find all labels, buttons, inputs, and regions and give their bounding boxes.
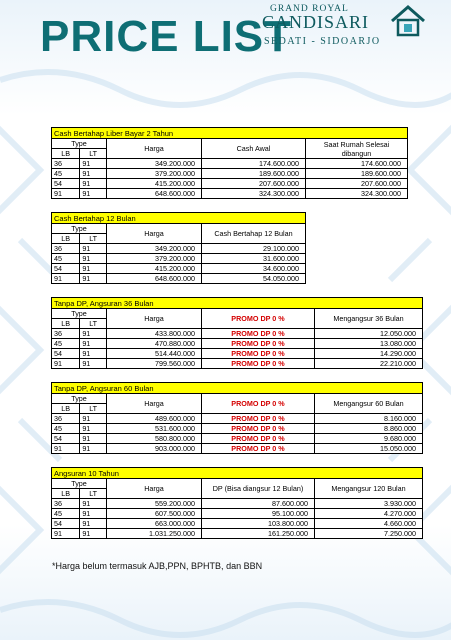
- cell-harga: 648.600.000: [107, 274, 202, 284]
- cell-lt: 91: [80, 274, 107, 284]
- cell-cash-awal: 189.600.000: [202, 169, 306, 179]
- section-title: Cash Bertahap Liber Bayar 2 Tahun: [51, 127, 408, 138]
- brand-logo: [262, 4, 442, 60]
- cell-lt: 91: [80, 329, 107, 339]
- price-table: [51, 478, 423, 539]
- col-promo: PROMO DP 0 %: [202, 394, 315, 414]
- price-table: [51, 308, 423, 369]
- cell-lb: 36: [52, 414, 80, 424]
- price-table: [51, 393, 423, 454]
- col-type: Type: [52, 309, 107, 319]
- cell-lt: 91: [80, 189, 107, 199]
- cell-harga: 607.500.000: [107, 509, 202, 519]
- price-table: [51, 223, 306, 284]
- col-lb: LB: [52, 489, 80, 499]
- cell-lt: 91: [80, 414, 107, 424]
- cell-cash-awal: 174.600.000: [202, 159, 306, 169]
- table-row: [52, 244, 306, 254]
- table-row: [52, 179, 408, 189]
- col-lb: LB: [52, 319, 80, 329]
- col-type: Type: [52, 479, 107, 489]
- col-harga: Harga: [107, 479, 202, 499]
- cell-saat-selesai: 324.300.000: [306, 189, 408, 199]
- cell-mengangsur: 8.160.000: [315, 414, 423, 424]
- cell-lt: 91: [80, 264, 107, 274]
- cell-harga: 489.600.000: [107, 414, 202, 424]
- section-title: Tanpa DP, Angsuran 60 Bulan: [51, 382, 423, 393]
- cell-mengangsur: 15.050.000: [315, 444, 423, 454]
- cell-lb: 45: [52, 254, 80, 264]
- cell-lb: 36: [52, 329, 80, 339]
- cell-lt: 91: [80, 529, 107, 539]
- cell-mengangsur: 7.250.000: [315, 529, 423, 539]
- cell-harga: 379.200.000: [107, 169, 202, 179]
- col-lt: LT: [80, 404, 107, 414]
- cell-mengangsur: 22.210.000: [315, 359, 423, 369]
- table-row: [52, 499, 423, 509]
- cell-promo: PROMO DP 0 %: [202, 329, 315, 339]
- cell-cash-bertahap: 34.600.000: [202, 264, 306, 274]
- cell-lt: 91: [80, 349, 107, 359]
- cell-lb: 54: [52, 519, 80, 529]
- cell-lb: 36: [52, 159, 80, 169]
- table-row: [52, 434, 423, 444]
- cell-promo: PROMO DP 0 %: [202, 424, 315, 434]
- col-promo: PROMO DP 0 %: [202, 309, 315, 329]
- cell-lb: 54: [52, 179, 80, 189]
- col-lb: LB: [52, 149, 80, 159]
- col-saat-rumah-selesai: Saat Rumah Selesai dibangun: [306, 139, 408, 159]
- cell-harga: 470.880.000: [107, 339, 202, 349]
- col-type: Type: [52, 394, 107, 404]
- table-row: [52, 529, 423, 539]
- cell-mengangsur: 12.050.000: [315, 329, 423, 339]
- col-lt: LT: [80, 489, 107, 499]
- section-title: Cash Bertahap 12 Bulan: [51, 212, 306, 223]
- cell-dp: 95.100.000: [202, 509, 315, 519]
- table-row: [52, 339, 423, 349]
- table-row: [52, 359, 423, 369]
- price-table: [51, 138, 408, 199]
- cell-lb: 45: [52, 169, 80, 179]
- house-icon: [390, 4, 426, 38]
- table-row: [52, 509, 423, 519]
- cell-lb: 54: [52, 349, 80, 359]
- cell-harga: 415.200.000: [107, 264, 202, 274]
- cell-harga: 349.200.000: [107, 244, 202, 254]
- col-lt: LT: [80, 234, 107, 244]
- cell-lt: 91: [80, 159, 107, 169]
- cell-dp: 87.600.000: [202, 499, 315, 509]
- cell-cash-awal: 207.600.000: [202, 179, 306, 189]
- cell-mengangsur: 13.080.000: [315, 339, 423, 349]
- cell-harga: 379.200.000: [107, 254, 202, 264]
- cell-mengangsur: 4.270.000: [315, 509, 423, 519]
- cell-lb: 54: [52, 264, 80, 274]
- page-title: PRICE LIST: [40, 12, 293, 61]
- table-row: [52, 519, 423, 529]
- cell-lt: 91: [80, 444, 107, 454]
- cell-cash-bertahap: 29.100.000: [202, 244, 306, 254]
- cell-harga: 514.440.000: [107, 349, 202, 359]
- cell-cash-bertahap: 31.600.000: [202, 254, 306, 264]
- col-lb: LB: [52, 234, 80, 244]
- col-mengangsur: Mengangsur 60 Bulan: [315, 394, 423, 414]
- cell-lb: 91: [52, 189, 80, 199]
- cell-lt: 91: [80, 169, 107, 179]
- cell-mengangsur: 3.930.000: [315, 499, 423, 509]
- table-row: [52, 264, 306, 274]
- col-dp: DP (Bisa diangsur 12 Bulan): [202, 479, 315, 499]
- cell-lb: 45: [52, 509, 80, 519]
- cell-mengangsur: 9.680.000: [315, 434, 423, 444]
- col-harga: Harga: [107, 394, 202, 414]
- cell-promo: PROMO DP 0 %: [202, 434, 315, 444]
- cell-dp: 161.250.000: [202, 529, 315, 539]
- cell-lt: 91: [80, 359, 107, 369]
- section-angsuran-10-tahun: [51, 467, 423, 539]
- cell-promo: PROMO DP 0 %: [202, 444, 315, 454]
- cell-harga: 433.800.000: [107, 329, 202, 339]
- cell-dp: 103.800.000: [202, 519, 315, 529]
- table-row: [52, 169, 408, 179]
- col-cash-awal: Cash Awal: [202, 139, 306, 159]
- cell-cash-bertahap: 54.050.000: [202, 274, 306, 284]
- section-cash-12-bulan: [51, 212, 306, 284]
- cell-saat-selesai: 189.600.000: [306, 169, 408, 179]
- brand-top-text: GRAND ROYAL: [270, 4, 349, 14]
- col-cash-bertahap: Cash Bertahap 12 Bulan: [202, 224, 306, 244]
- col-harga: Harga: [107, 224, 202, 244]
- cell-promo: PROMO DP 0 %: [202, 349, 315, 359]
- section-title: Tanpa DP, Angsuran 36 Bulan: [51, 297, 423, 308]
- col-mengangsur: Mengangsur 36 Bulan: [315, 309, 423, 329]
- cell-lb: 45: [52, 424, 80, 434]
- brand-location-text: SEDATI - SIDOARJO: [264, 36, 381, 47]
- cell-lt: 91: [80, 424, 107, 434]
- cell-lt: 91: [80, 254, 107, 264]
- cell-harga: 648.600.000: [107, 189, 202, 199]
- col-harga: Harga: [107, 309, 202, 329]
- cell-lb: 91: [52, 359, 80, 369]
- cell-lb: 91: [52, 444, 80, 454]
- table-row: [52, 349, 423, 359]
- col-lt: LT: [80, 149, 107, 159]
- footnote: *Harga belum termasuk AJB,PPN, BPHTB, dan BBN: [52, 561, 263, 571]
- cell-saat-selesai: 207.600.000: [306, 179, 408, 189]
- cell-harga: 1.031.250.000: [107, 529, 202, 539]
- cell-lt: 91: [80, 499, 107, 509]
- section-cash-liber-2-tahun: [51, 127, 408, 199]
- cell-promo: PROMO DP 0 %: [202, 414, 315, 424]
- table-row: [52, 189, 408, 199]
- cell-mengangsur: 8.860.000: [315, 424, 423, 434]
- cell-lb: 36: [52, 244, 80, 254]
- table-row: [52, 424, 423, 434]
- cell-lb: 36: [52, 499, 80, 509]
- cell-cash-awal: 324.300.000: [202, 189, 306, 199]
- section-tanpa-dp-36-bulan: [51, 297, 423, 369]
- cell-promo: PROMO DP 0 %: [202, 339, 315, 349]
- table-row: [52, 329, 423, 339]
- cell-lt: 91: [80, 509, 107, 519]
- cell-harga: 559.200.000: [107, 499, 202, 509]
- cell-harga: 903.000.000: [107, 444, 202, 454]
- cell-lb: 91: [52, 274, 80, 284]
- table-row: [52, 444, 423, 454]
- cell-harga: 531.600.000: [107, 424, 202, 434]
- col-type: Type: [52, 139, 107, 149]
- cell-lt: 91: [80, 179, 107, 189]
- cell-harga: 663.000.000: [107, 519, 202, 529]
- cell-lt: 91: [80, 434, 107, 444]
- cell-harga: 349.200.000: [107, 159, 202, 169]
- cell-lb: 91: [52, 529, 80, 539]
- cell-lb: 54: [52, 434, 80, 444]
- brand-name-text: CANDISARI: [262, 12, 370, 32]
- section-title: Angsuran 10 Tahun: [51, 467, 423, 478]
- cell-harga: 799.560.000: [107, 359, 202, 369]
- col-type: Type: [52, 224, 107, 234]
- col-mengangsur: Mengangsur 120 Bulan: [315, 479, 423, 499]
- table-row: [52, 274, 306, 284]
- table-row: [52, 254, 306, 264]
- cell-lt: 91: [80, 519, 107, 529]
- table-row: [52, 159, 408, 169]
- cell-harga: 415.200.000: [107, 179, 202, 189]
- col-lt: LT: [80, 319, 107, 329]
- col-harga: Harga: [107, 139, 202, 159]
- cell-mengangsur: 14.290.000: [315, 349, 423, 359]
- cell-saat-selesai: 174.600.000: [306, 159, 408, 169]
- cell-mengangsur: 4.660.000: [315, 519, 423, 529]
- cell-harga: 580.800.000: [107, 434, 202, 444]
- col-lb: LB: [52, 404, 80, 414]
- section-tanpa-dp-60-bulan: [51, 382, 423, 454]
- cell-lt: 91: [80, 244, 107, 254]
- cell-promo: PROMO DP 0 %: [202, 359, 315, 369]
- cell-lb: 45: [52, 339, 80, 349]
- cell-lt: 91: [80, 339, 107, 349]
- table-row: [52, 414, 423, 424]
